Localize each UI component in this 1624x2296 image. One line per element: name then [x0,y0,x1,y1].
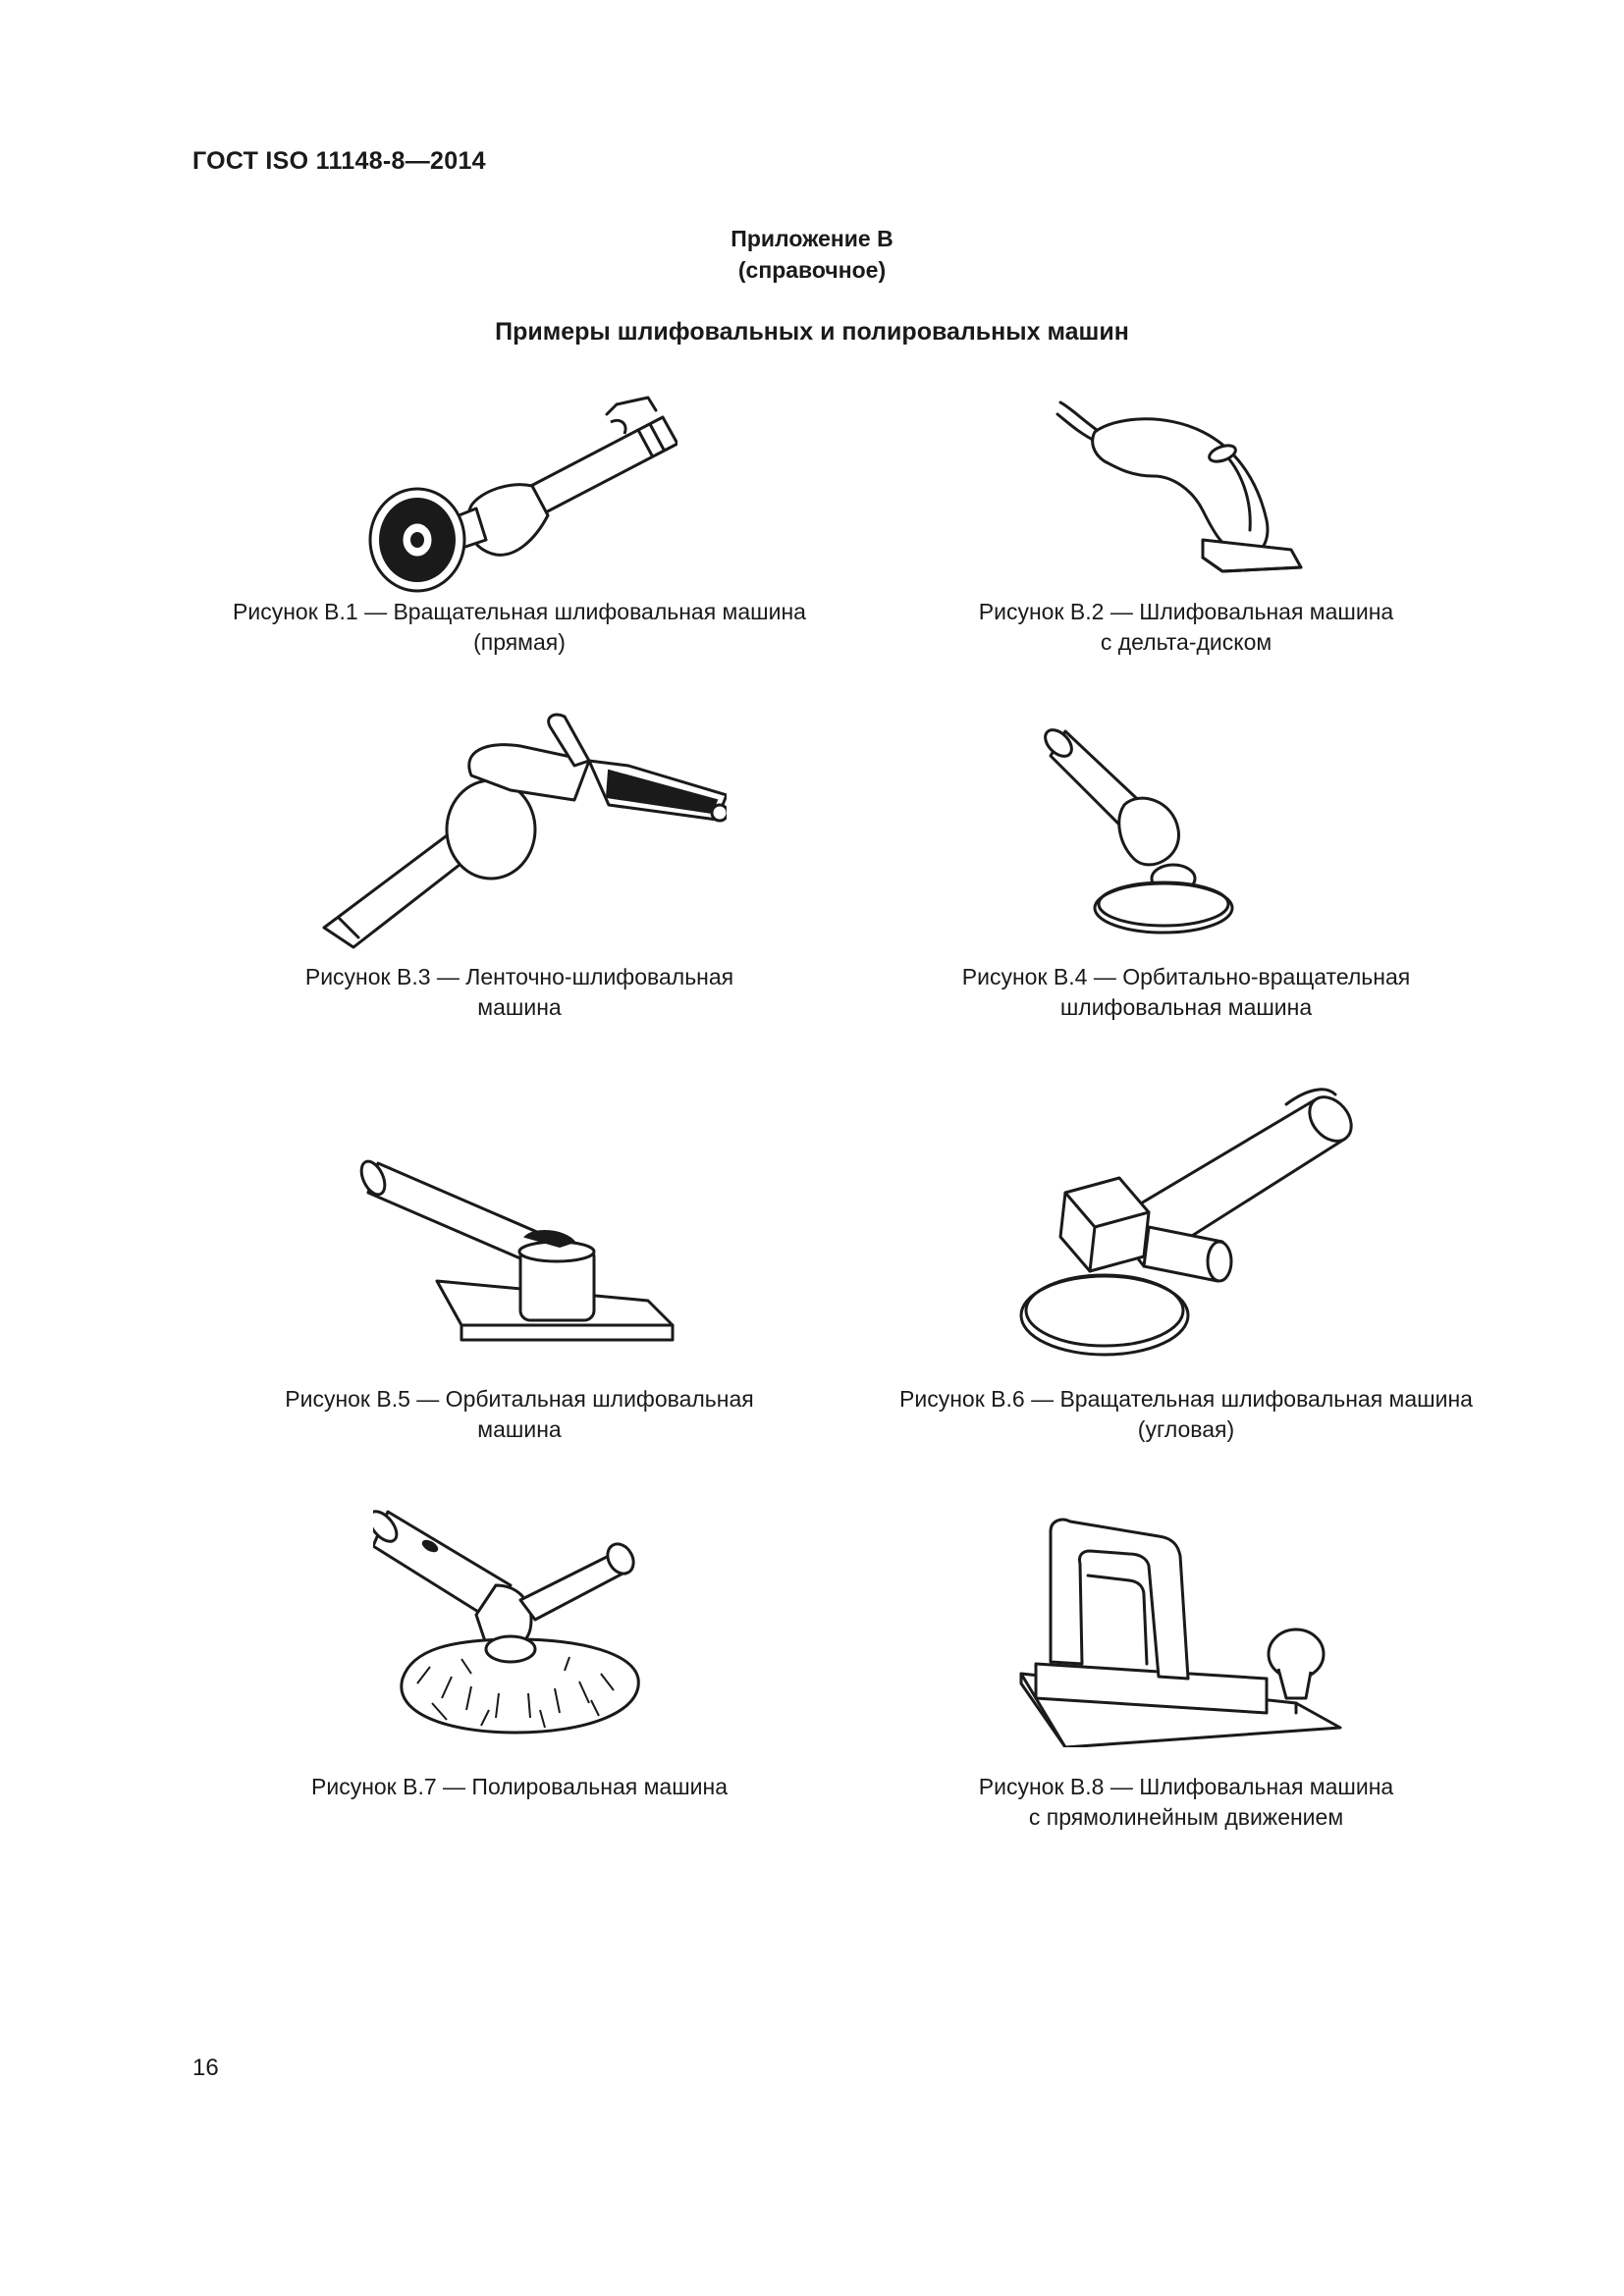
orbital-sander-icon [353,1144,687,1364]
figure-caption-b1: Рисунок В.1 — Вращательная шлифовальная машина (прямая) [233,599,806,655]
polisher-icon [373,1492,668,1747]
figure-caption-b8: Рисунок В.8 — Шлифовальная машина с прямолинейным движением [978,1774,1394,1830]
figure-caption-b5: Рисунок В.5 — Орбитальная шлифовальная машина [285,1386,754,1442]
delta-sander-icon [1056,393,1330,589]
straight-line-sander-icon [1011,1517,1345,1747]
section-title: Примеры шлифовальных и полировальных машин [495,318,1129,346]
figure-caption-b3: Рисунок В.3 — Ленточно-шлифовальная машина [304,964,734,1020]
page-number: 16 [192,2055,219,2081]
figure-caption-b4: Рисунок В.4 — Орбитально-вращательная шлифовальная машина [961,964,1411,1020]
figure-caption-b7: Рисунок В.7 — Полировальная машина [311,1774,728,1799]
document-code: ГОСТ ISO 11148-8—2014 [192,147,486,175]
straight-rotary-grinder-icon [363,393,677,599]
figure-caption-b2: Рисунок В.2 — Шлифовальная машина с дельта-диском [978,599,1394,655]
random-orbital-sander-icon [1041,712,1276,947]
appendix-title: Приложение В [731,226,893,251]
figure-caption-b6: Рисунок В.6 — Вращательная шлифовальная машина (угловая) [899,1386,1473,1442]
angle-grinder-icon [1011,1080,1355,1364]
appendix-status: (справочное) [737,257,887,283]
belt-sander-icon [314,707,727,952]
